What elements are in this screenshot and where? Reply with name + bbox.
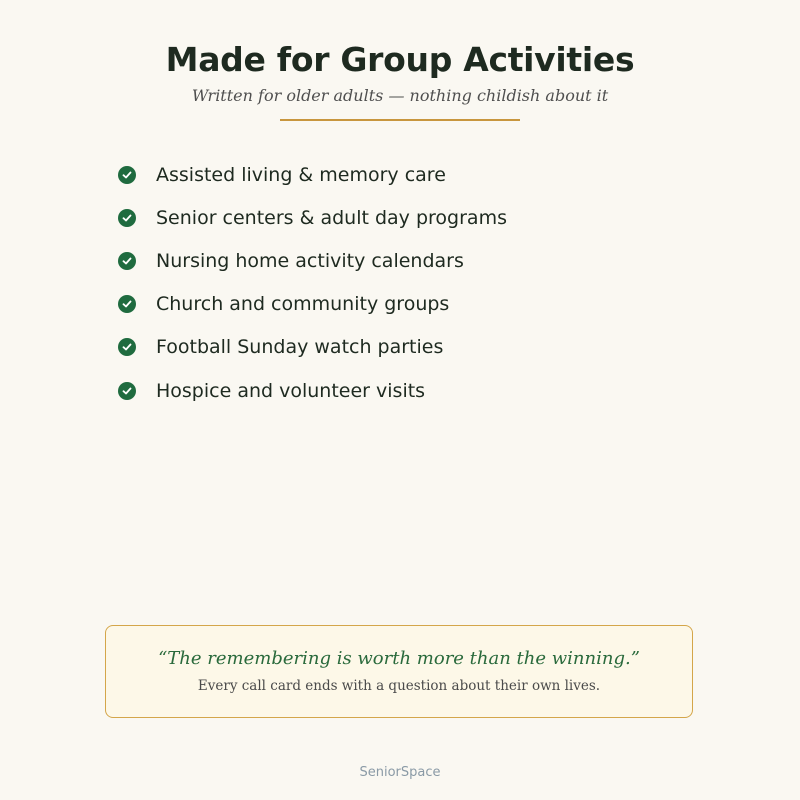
check-circle-icon <box>118 295 136 313</box>
feature-label: Nursing home activity calendars <box>156 249 464 272</box>
list-item <box>118 239 507 282</box>
feature-list <box>118 153 507 412</box>
feature-label: Hospice and volunteer visits <box>156 379 426 402</box>
check-circle-icon <box>118 338 136 356</box>
check-circle-icon <box>118 166 136 184</box>
check-circle-icon <box>118 252 136 270</box>
list-item <box>118 369 507 412</box>
page-subtitle: Written for older adults — nothing childish about it <box>191 86 609 105</box>
list-item <box>118 196 507 239</box>
check-circle-icon <box>118 209 136 227</box>
check-circle-icon <box>118 382 136 400</box>
quote-text: “The remembering is worth more than the winning.” <box>158 648 640 669</box>
feature-label: Football Sunday watch parties <box>156 336 444 359</box>
title-divider <box>280 119 520 121</box>
feature-label: Church and community groups <box>156 293 450 316</box>
quote-caption: Every call card ends with a question about their own lives. <box>197 678 601 694</box>
quote-card <box>105 625 693 718</box>
feature-label: Assisted living & memory care <box>156 163 446 186</box>
page-title: Made for Group Activities <box>165 40 635 79</box>
list-item <box>118 283 507 326</box>
list-item <box>118 153 507 196</box>
list-item <box>118 326 507 369</box>
brand-name: SeniorSpace <box>359 765 441 780</box>
feature-label: Senior centers & adult day programs <box>156 206 507 229</box>
